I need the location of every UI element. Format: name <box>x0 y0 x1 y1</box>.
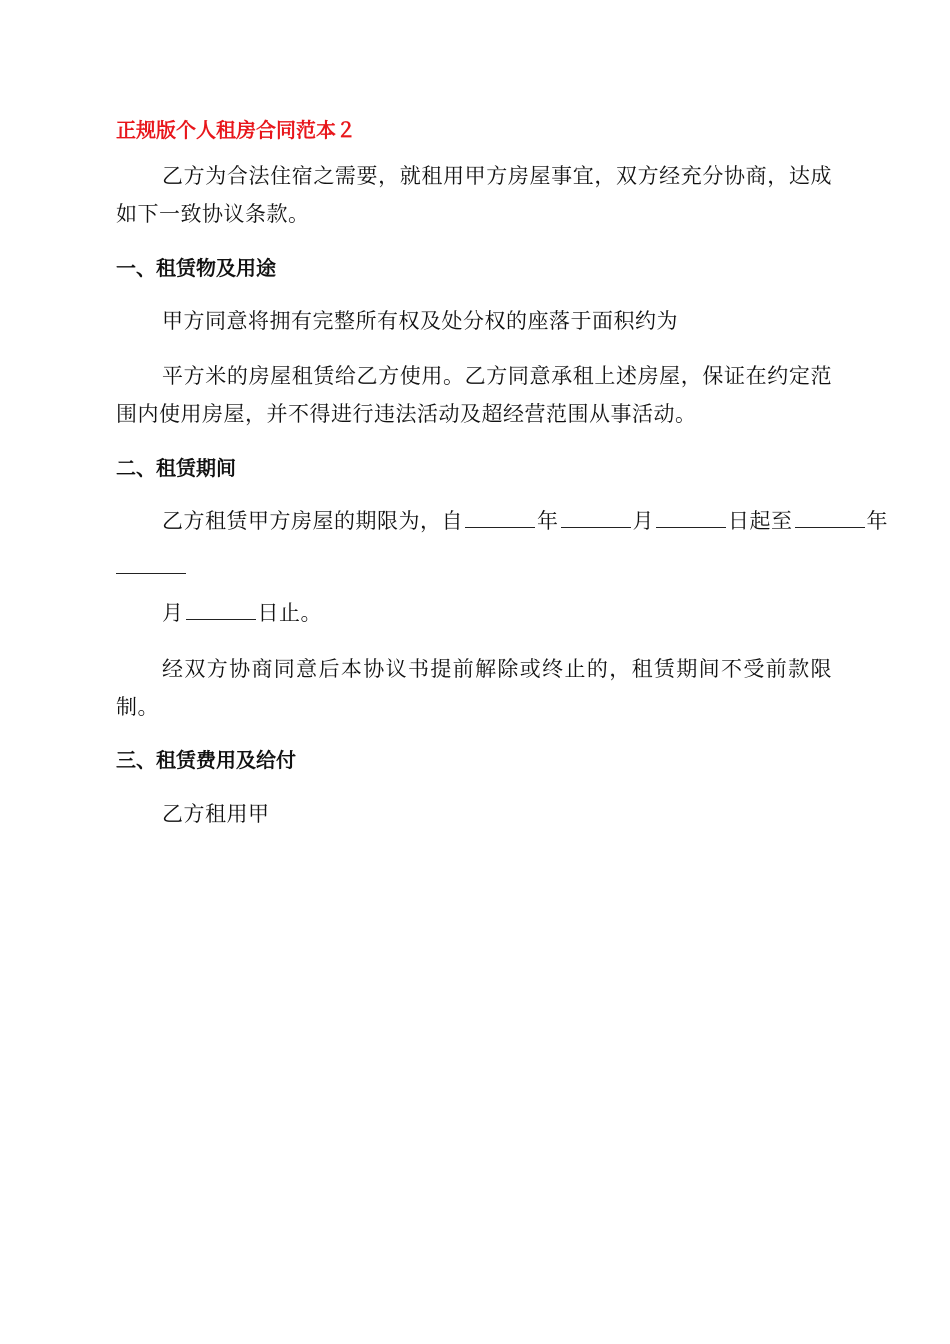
start-month-label: 月 <box>632 509 654 533</box>
start-year-blank <box>465 526 535 528</box>
end-year-blank <box>795 526 865 528</box>
section-2-heading: 二、租赁期间 <box>116 456 236 480</box>
start-day-label: 日起至 <box>728 509 793 533</box>
section-3-heading: 三、租赁费用及给付 <box>116 748 296 772</box>
start-day-blank <box>656 526 726 528</box>
end-year-label: 年 <box>866 509 888 533</box>
end-day-blank <box>186 618 256 620</box>
section-1-paragraph-2: 平方米的房屋租赁给乙方使用。乙方同意承租上述房屋，保证在约定范围内使用房屋，并不得进行违法活动及超经营范围从事活动。 <box>116 364 832 426</box>
section-2-paragraph-2: 经双方协商同意后本协议书提前解除或终止的，租赁期间不受前款限制。 <box>116 657 832 719</box>
lease-term-line <box>116 502 888 540</box>
intro-paragraph: 乙方为合法住宿之需要，就租用甲方房屋事宜，双方经充分协商，达成如下一致协议条款。 <box>116 164 832 226</box>
document-title: 正规版个人租房合同范本２ <box>116 118 356 142</box>
start-year-label: 年 <box>537 509 559 533</box>
section-1-heading: 一、租赁物及用途 <box>116 256 276 280</box>
section-3-paragraph-1: 乙方租用甲 <box>162 802 270 826</box>
start-month-blank <box>561 526 631 528</box>
end-year-continuation-blank <box>116 572 186 574</box>
end-day-label: 日止。 <box>257 601 322 625</box>
lease-term-end-line <box>116 594 832 632</box>
section-1-paragraph-1: 甲方同意将拥有完整所有权及处分权的座落于面积约为 <box>162 309 678 333</box>
end-year-continuation <box>116 548 832 586</box>
end-month-label: 月 <box>162 601 184 625</box>
lease-term-prefix: 乙方租赁甲方房屋的期限为，自 <box>162 509 463 533</box>
